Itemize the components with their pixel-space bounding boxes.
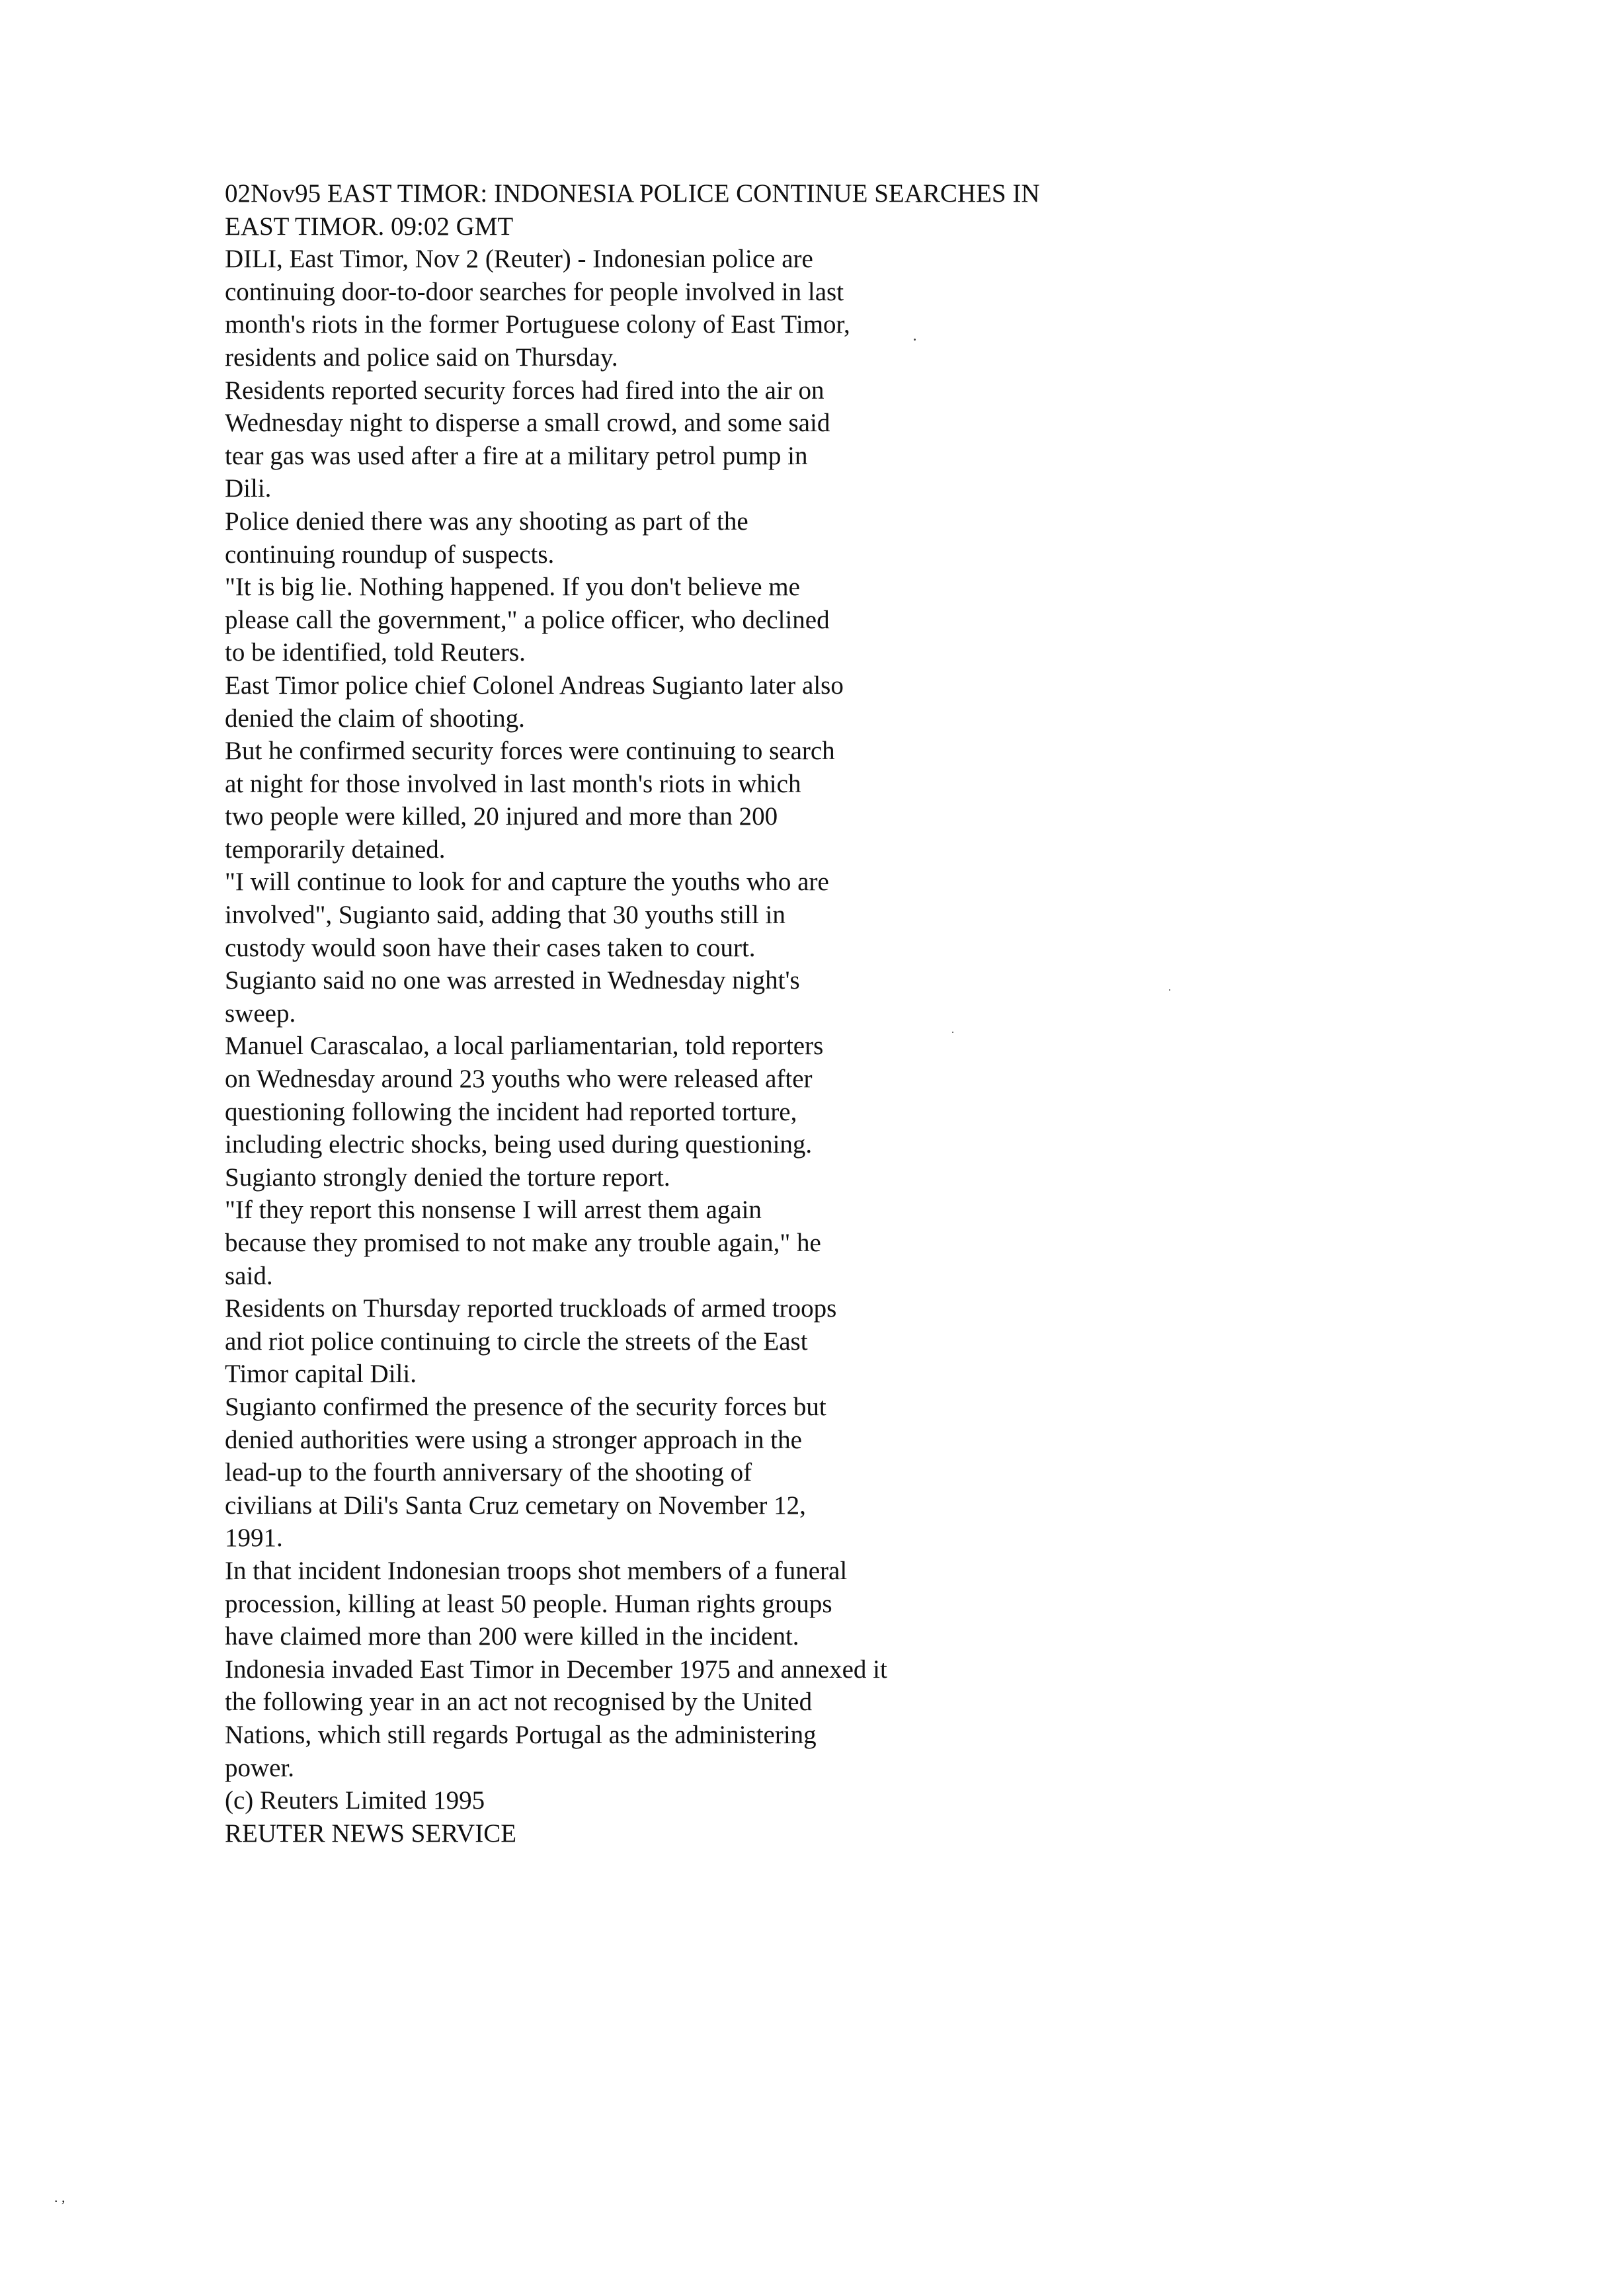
- body-line: said.: [225, 1261, 273, 1290]
- body-line: Residents on Thursday reported truckloads of armed troops: [225, 1294, 837, 1323]
- body-line: Indonesia invaded East Timor in December 1975 and annexed it: [225, 1655, 887, 1684]
- body-line: DILI, East Timor, Nov 2 (Reuter) - Indonesian police are: [225, 245, 813, 274]
- body-line: sweep.: [225, 999, 296, 1028]
- copyright-notice: (c) Reuters Limited 1995: [225, 1786, 485, 1815]
- body-line: continuing roundup of suspects.: [225, 540, 555, 569]
- body-line: But he confirmed security forces were continuing to search: [225, 737, 835, 766]
- body-line: lead-up to the fourth anniversary of the shooting of: [225, 1458, 752, 1487]
- body-line: 1991.: [225, 1524, 283, 1553]
- body-line: denied authorities were using a stronger approach in the: [225, 1425, 802, 1454]
- body-line: Manuel Carascalao, a local parliamentarian, told reporters: [225, 1032, 824, 1061]
- body-line: have claimed more than 200 were killed in the incident.: [225, 1622, 799, 1651]
- body-line: please call the government," a police officer, who declined: [225, 605, 830, 634]
- scan-speck: [914, 339, 916, 341]
- body-line: custody would soon have their cases taken to court.: [225, 933, 756, 962]
- body-line: because they promised to not make any trouble again," he: [225, 1229, 821, 1257]
- body-line: on Wednesday around 23 youths who were released after: [225, 1065, 813, 1094]
- body-line: civilians at Dili's Santa Cruz cemetary on November 12,: [225, 1491, 806, 1520]
- body-line: Police denied there was any shooting as part of the: [225, 507, 748, 536]
- body-line: the following year in an act not recognised by the United: [225, 1688, 813, 1717]
- body-line: "I will continue to look for and capture the youths who are: [225, 868, 829, 897]
- body-line: residents and police said on Thursday.: [225, 343, 618, 372]
- scan-edge-marks: . ,: [54, 2189, 65, 2205]
- body-line: questioning following the incident had reported torture,: [225, 1097, 797, 1126]
- scan-speck: [952, 1032, 953, 1033]
- body-line: Nations, which still regards Portugal as the administering: [225, 1720, 817, 1749]
- body-line: Dili.: [225, 474, 272, 503]
- body-line: power.: [225, 1753, 295, 1782]
- headline-line-1: 02Nov95 EAST TIMOR: INDONESIA POLICE CONTINUE SEARCHES IN: [225, 179, 1040, 208]
- headline-line-2: EAST TIMOR. 09:02 GMT: [225, 212, 514, 241]
- body-line: temporarily detained.: [225, 835, 446, 864]
- body-line: involved", Sugianto said, adding that 30 youths still in: [225, 901, 785, 930]
- news-service-name: REUTER NEWS SERVICE: [225, 1819, 517, 1848]
- body-line: including electric shocks, being used during questioning.: [225, 1130, 813, 1159]
- body-line: continuing door-to-door searches for people involved in last: [225, 277, 844, 306]
- body-line: tear gas was used after a fire at a military petrol pump in: [225, 441, 808, 470]
- body-line: Sugianto confirmed the presence of the security forces but: [225, 1392, 826, 1421]
- body-line: Wednesday night to disperse a small crowd, and some said: [225, 409, 830, 438]
- body-line: "It is big lie. Nothing happened. If you don't believe me: [225, 573, 800, 602]
- body-line: procession, killing at least 50 people. Human rights groups: [225, 1589, 832, 1618]
- body-line: to be identified, told Reuters.: [225, 638, 526, 667]
- body-line: "If they report this nonsense I will arrest them again: [225, 1196, 762, 1225]
- body-line: Timor capital Dili.: [225, 1360, 417, 1389]
- body-line: Residents reported security forces had fired into the air on: [225, 376, 824, 405]
- body-line: month's riots in the former Portuguese colony of East Timor,: [225, 310, 850, 339]
- news-article: [225, 177, 1190, 1850]
- scan-speck: [1169, 989, 1170, 991]
- body-line: Sugianto strongly denied the torture report.: [225, 1163, 670, 1192]
- body-line: and riot police continuing to circle the streets of the East: [225, 1327, 808, 1356]
- body-line: Sugianto said no one was arrested in Wednesday night's: [225, 966, 800, 995]
- body-line: two people were killed, 20 injured and more than 200: [225, 802, 778, 831]
- body-line: denied the claim of shooting.: [225, 704, 525, 733]
- body-line: East Timor police chief Colonel Andreas Sugianto later also: [225, 671, 844, 700]
- body-line: In that incident Indonesian troops shot members of a funeral: [225, 1556, 848, 1585]
- article-body: [225, 243, 1190, 1784]
- body-line: at night for those involved in last month's riots in which: [225, 769, 801, 798]
